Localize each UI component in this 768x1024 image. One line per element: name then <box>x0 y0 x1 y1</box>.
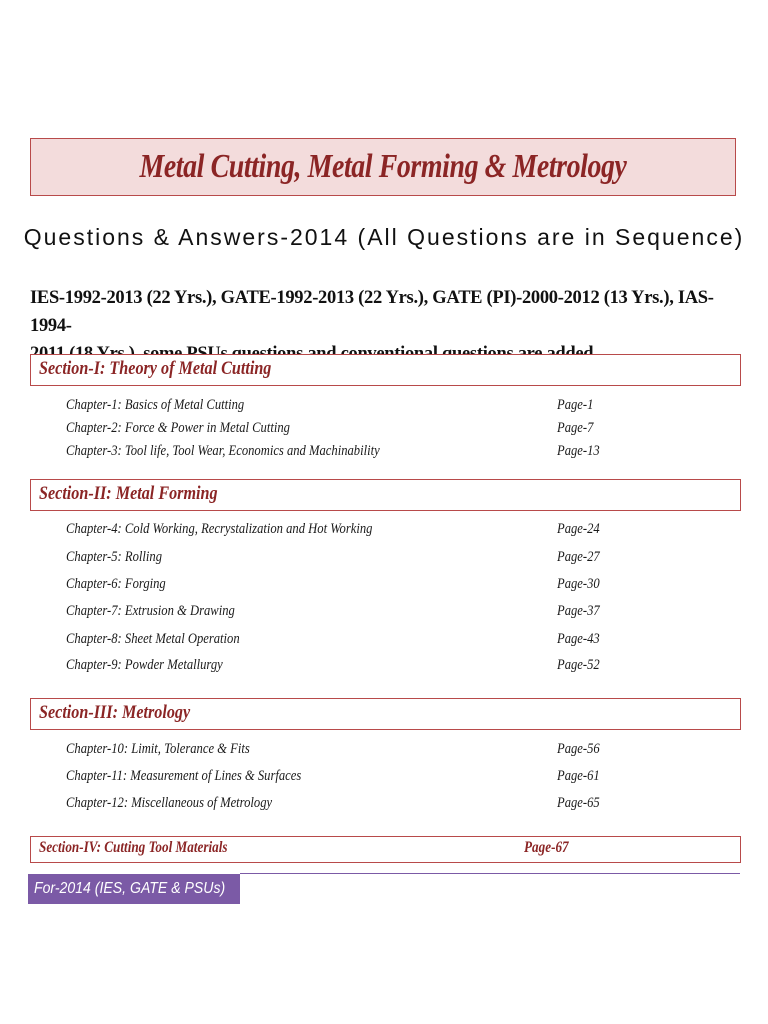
section-4-page: Page-67 <box>524 839 569 856</box>
footer-divider <box>240 873 740 874</box>
chapter-title: Chapter-2: Force & Power in Metal Cutting <box>66 420 290 436</box>
footer-badge-label: For-2014 (IES, GATE & PSUs) <box>34 880 226 897</box>
chapter-title: Chapter-1: Basics of Metal Cutting <box>66 397 245 413</box>
chapter-title: Chapter-8: Sheet Metal Operation <box>66 631 240 647</box>
chapter-row[interactable] <box>66 576 666 596</box>
chapter-row[interactable] <box>66 443 666 463</box>
section-2-header[interactable] <box>30 479 741 511</box>
chapter-page: Page-65 <box>557 795 600 811</box>
section-3-title: Section-III: Metrology <box>39 702 191 723</box>
chapter-title: Chapter-6: Forging <box>66 576 166 592</box>
title-banner <box>30 138 736 196</box>
chapter-title: Chapter-4: Cold Working, Recrystalization and Hot Working <box>66 521 373 537</box>
section-2-title: Section-II: Metal Forming <box>39 483 218 504</box>
chapter-page: Page-24 <box>557 521 600 537</box>
intro-line-1: IES-1992-2013 (22 Yrs.), GATE-1992-2013 (22 Yrs.), GATE (PI)-2000-2012 (13 Yrs.), IAS-1994- <box>30 288 714 336</box>
section-4-header[interactable] <box>30 836 741 863</box>
chapter-row[interactable] <box>66 397 666 417</box>
chapter-page: Page-52 <box>557 657 600 673</box>
chapter-page: Page-7 <box>557 420 594 436</box>
chapter-page: Page-1 <box>557 397 594 413</box>
chapter-page: Page-56 <box>557 741 600 757</box>
chapter-row[interactable] <box>66 741 666 761</box>
chapter-row[interactable] <box>66 795 666 815</box>
chapter-title: Chapter-12: Miscellaneous of Metrology <box>66 795 273 811</box>
chapter-title: Chapter-5: Rolling <box>66 549 162 565</box>
chapter-row[interactable] <box>66 768 666 788</box>
chapter-page: Page-37 <box>557 603 600 619</box>
chapter-row[interactable] <box>66 521 666 541</box>
chapter-page: Page-27 <box>557 549 600 565</box>
section-1-header[interactable] <box>30 354 741 386</box>
chapter-title: Chapter-7: Extrusion & Drawing <box>66 603 235 619</box>
footer-badge <box>28 874 240 904</box>
page-title: Metal Cutting, Metal Forming & Metrology <box>139 148 627 185</box>
chapter-row[interactable] <box>66 631 666 651</box>
chapter-page: Page-30 <box>557 576 600 592</box>
chapter-title: Chapter-9: Powder Metallurgy <box>66 657 223 673</box>
chapter-page: Page-13 <box>557 443 600 459</box>
chapter-row[interactable] <box>66 549 666 569</box>
chapter-title: Chapter-3: Tool life, Tool Wear, Economics and Machinability <box>66 443 380 459</box>
chapter-row[interactable] <box>66 657 666 677</box>
section-1-title: Section-I: Theory of Metal Cutting <box>39 358 272 379</box>
chapter-page: Page-61 <box>557 768 600 784</box>
chapter-title: Chapter-11: Measurement of Lines & Surfaces <box>66 768 302 784</box>
page-subtitle: Questions & Answers-2014 (All Questions are in Sequence) <box>23 224 745 250</box>
section-3-header[interactable] <box>30 698 741 730</box>
chapter-row[interactable] <box>66 420 666 440</box>
chapter-title: Chapter-10: Limit, Tolerance & Fits <box>66 741 250 757</box>
chapter-row[interactable] <box>66 603 666 623</box>
section-4-title: Section-IV: Cutting Tool Materials <box>39 839 228 856</box>
chapter-page: Page-43 <box>557 631 600 647</box>
